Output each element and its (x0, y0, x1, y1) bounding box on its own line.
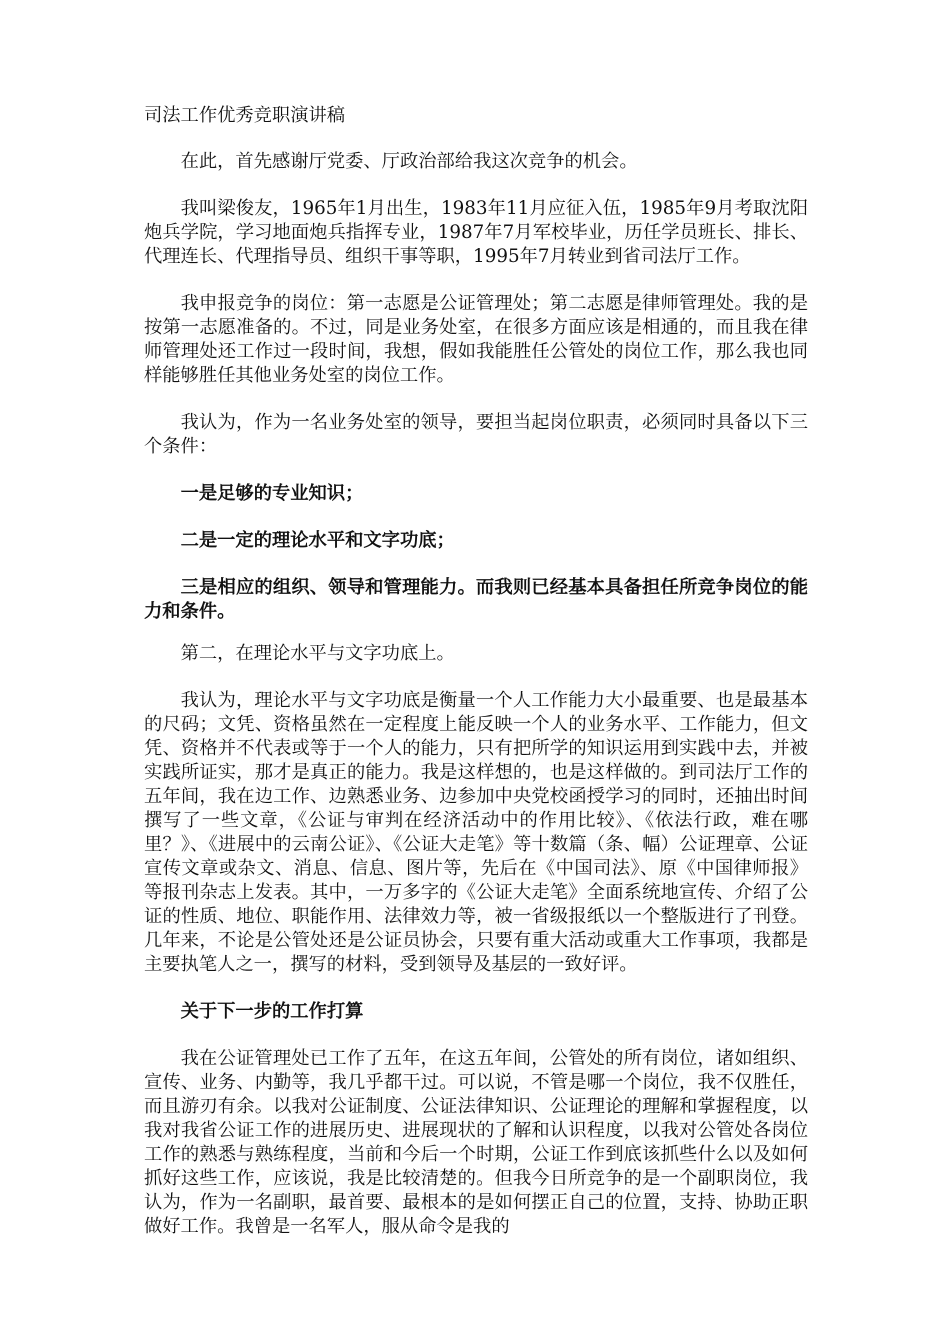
document-title: 司法工作优秀竞职演讲稿 (144, 105, 346, 126)
paragraph-plan: 我在公证管理处已工作了五年，在这五年间，公管处的所有岗位，诸如组织、宣传、业务、内勤等，我几乎都干过。可以说，不管是哪一个岗位，我不仅胜任，而且游刃有余。以我对公证制度、公证法律知识、公证理论的理解和掌握程度，以我对我省公证工作的进展历史、进展现状的了解和认识程度，以我对公管处各岗位工作的熟悉与熟练程度，当前和今后一个时期，公证工作到底该抓些什么以及如何抓好这些工作，应该说，我是比较清楚的。但我今日所竞争的是一个副职岗位，我认为，作为一名副职，最首要、最根本的是如何摆正自己的位置，支持、协助正职做好工作。我曾是一名军人，服从命令是我的 (144, 1048, 808, 1237)
condition-three: 三是相应的组织、领导和管理能力。而我则已经基本具备担任所竞争岗位的能力和条件。 (144, 577, 808, 622)
paragraph-theory: 我认为，理论水平与文字功底是衡量一个人工作能力大小最重要、也是最基本的尺码；文凭、资格虽然在一定程度上能反映一个人的业务水平、工作能力，但文凭、资格并不代表或等于一个人的能力，只有把所学的知识运用到实践中去，并被实践所证实，那才是真正的能力。我是这样想的，也是这样做的。到司法厅工作的五年间，我在边工作、边熟悉业务、边参加中央党校函授学习的同时，还抽出时间撰写了一些文章，《公证与审判在经济活动中的作用比较》、《依法行政，难在哪里？》、《进展中的云南公证》、《公证大走笔》等十数篇（条、幅）公证理章、公证宣传文章或杂文、消息、信息、图片等，先后在《中国司法》、原《中国律师报》等报刊杂志上发表。其中，一万多字的《公证大走笔》全面系统地宣传、介绍了公证的性质、地位、职能作用、法律效力等，被一省级报纸以一个整版进行了刊登。几年来，不论是公管处还是公证员协会，只要有重大活动或重大工作事项，我都是主要执笔人之一，撰写的材料，受到领导及基层的一致好评。 (144, 690, 808, 975)
paragraph-biography: 我叫梁俊友，1965年1月出生，1983年11月应征入伍，1985年9月考取沈阳炮兵学院，学习地面炮兵指挥专业，1987年7月军校毕业，历任学员班长、排长、代理连长、代理指导员、组织干事等职，1995年7月转业到省司法厅工作。 (144, 198, 808, 267)
condition-two: 二是一定的理论水平和文字功底； (180, 530, 455, 551)
paragraph-thanks: 在此，首先感谢厅党委、厅政治部给我这次竞争的机会。 (180, 151, 638, 172)
paragraph-conditions: 我认为，作为一名业务处室的领导，要担当起岗位职责，必须同时具备以下三个条件： (144, 412, 808, 457)
paragraph-second: 第二，在理论水平与文字功底上。 (180, 643, 455, 664)
document-page (144, 104, 808, 1262)
section-heading-plan: 关于下一步的工作打算 (180, 1001, 364, 1022)
paragraph-position: 我申报竞争的岗位：第一志愿是公证管理处；第二志愿是律师管理处。我的是按第一志愿准备的。不过，同是业务处室，在很多方面应该是相通的，而且我在律师管理处还工作过一段时间，我想，假如我能胜任公管处的岗位工作，那么我也同样能够胜任其他业务处室的岗位工作。 (144, 293, 808, 386)
condition-one: 一是足够的专业知识； (180, 483, 364, 504)
